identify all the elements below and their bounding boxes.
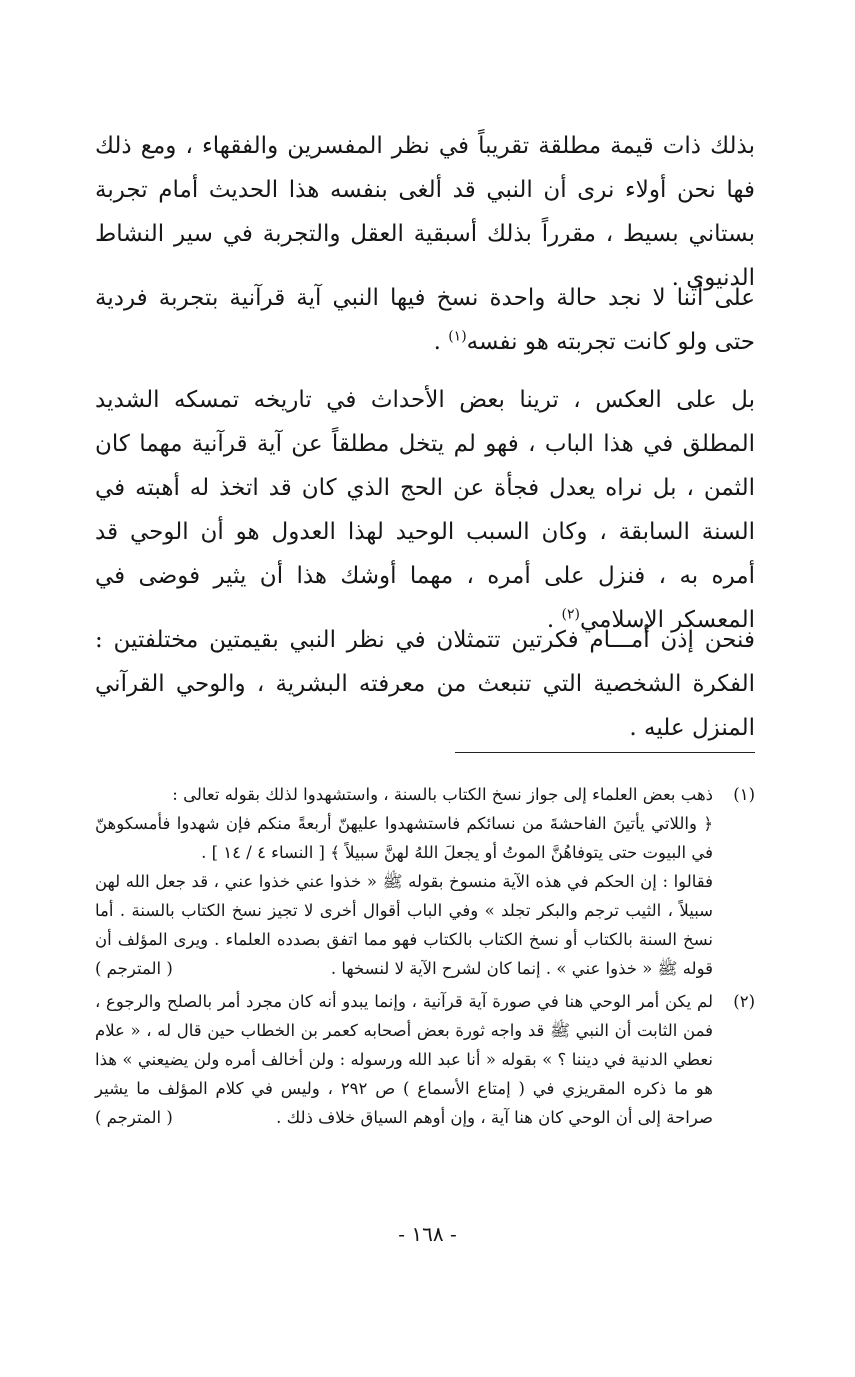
paragraph-2 — [95, 276, 755, 364]
footnote-2 — [95, 987, 755, 1132]
footnote-1-quran-verse: ﴿ واللاتي يأتينَ الفاحشةَ من نسائكم فاستشهدوا عليهنّ أربعةً منكم فإن شهدوا فأمسكوهنّ في البيوت حتى يتوفاهُنَّ الموتُ أو يجعلَ اللهُ لهنَّ سبيلاً ﴾ [ النساء ٤ / ١٤ ] . — [95, 814, 713, 862]
paragraph-2-end: . — [433, 329, 449, 355]
footnotes — [95, 780, 755, 1136]
paragraph-4-text: فنحن إذن أمـــام فكرتين تتمثلان في نظر النبي بقيمتين مختلفتين : الفكرة الشخصية التي تنبعث من معرفته البشرية ، والوحي القرآني المنزل عليه . — [95, 627, 755, 741]
footnote-2-body — [95, 987, 713, 1132]
page-number: - ١٦٨ - — [398, 1222, 457, 1246]
footnote-2-line-1-text: لم يكن أمر الوحي هنا في صورة آية قرآنية ، وإنما يبدو أنه كان مجرد أمر بالصلح والرجوع ، فمن الثابت أن النبي ﷺ قد واجه ثورة بعض أصحابه كعمر بن الخطاب حين قال له ، « علام نعطي الدنية في ديننا ؟ » بقوله « أنا عبد الله ورسوله : ولن أخالف أمره ولن يضيعني » هذا هو ما ذكره المقريزي في ( إمتاع الأسماع ) ص ٢٩٢ ، وليس في كلام المؤلف ما يشير صراحة إلى أن الوحي كان هنا آية ، وإن أوهم السياق خلاف ذلك . — [95, 992, 714, 1127]
footnote-1-line-1: ذهب بعض العلماء إلى جواز نسخ الكتاب بالسنة ، واستشهدوا لذلك بقوله تعالى : — [172, 785, 713, 804]
footnote-ref-2: (٢) — [561, 606, 580, 623]
paragraph-1 — [95, 124, 755, 300]
footnote-2-line-1 — [95, 987, 713, 1132]
footnote-1-body — [95, 780, 713, 983]
paragraph-4 — [95, 618, 755, 750]
footnote-2-translator-note: ( المترجم ) — [95, 1108, 173, 1127]
footnote-separator — [455, 752, 755, 753]
footnote-1-translator-note: ( المترجم ) — [95, 959, 173, 978]
paragraph-3 — [95, 378, 755, 642]
footnote-1-line-3 — [95, 867, 713, 983]
footnote-1-line-3-text: فقالوا : إن الحكم في هذه الآية منسوخ بقوله ﷺ « خذوا عني خذوا عني ، قد جعل الله لهن سبيلاً ، الثيب ترجم والبكر تجلد » وفي الباب أقوال أخرى لا تجيز نسخ الكتاب بالسنة . أما نسخ السنة بالكتاب أو نسخ الكتاب بالكتاب فهو مما اتفق بصدده العلماء . ويرى المؤلف أن قوله ﷺ « خذوا عني » . إنما كان لشرح الآية لا لنسخها . — [95, 872, 713, 978]
footnote-2-number: (٢) — [733, 992, 755, 1011]
paragraph-3-text: بل على العكس ، ترينا بعض الأحداث في تاريخه تمسكه الشديد المطلق في هذا الباب ، فهو لم يتخل مطلقاً عن آية قرآنية مهما كان الثمن ، بل نراه يعدل فجأة عن الحج الذي كان قد اتخذ له أهبته في السنة السابقة ، وكان السبب الوحيد لهذا العدول هو أن الوحي قد أمره به ، فنزل على أمره ، مهما أوشك هذا أن يثير فوضى في المعسكر الإسلامي — [95, 387, 755, 633]
paragraph-1-text: بذلك ذات قيمة مطلقة تقريباً في نظر المفسرين والفقهاء ، ومع ذلك فها نحن أولاء نرى أن النبي قد ألغى بنفسه هذا الحديث أمام تجربة بستاني بسيط ، مقرراً بذلك أسبقية العقل والتجربة في سير النشاط الدنيوي . — [95, 133, 755, 291]
footnote-1 — [95, 780, 755, 983]
footnote-ref-1: (١) — [448, 328, 467, 345]
paragraph-3-end: . — [546, 607, 562, 633]
footnote-1-number: (١) — [733, 785, 755, 804]
paragraph-2-text: على أننا لا نجد حالة واحدة نسخ فيها النبي آية قرآنية بتجربة فردية حتى ولو كانت تجربته هو نفسه — [95, 285, 755, 355]
